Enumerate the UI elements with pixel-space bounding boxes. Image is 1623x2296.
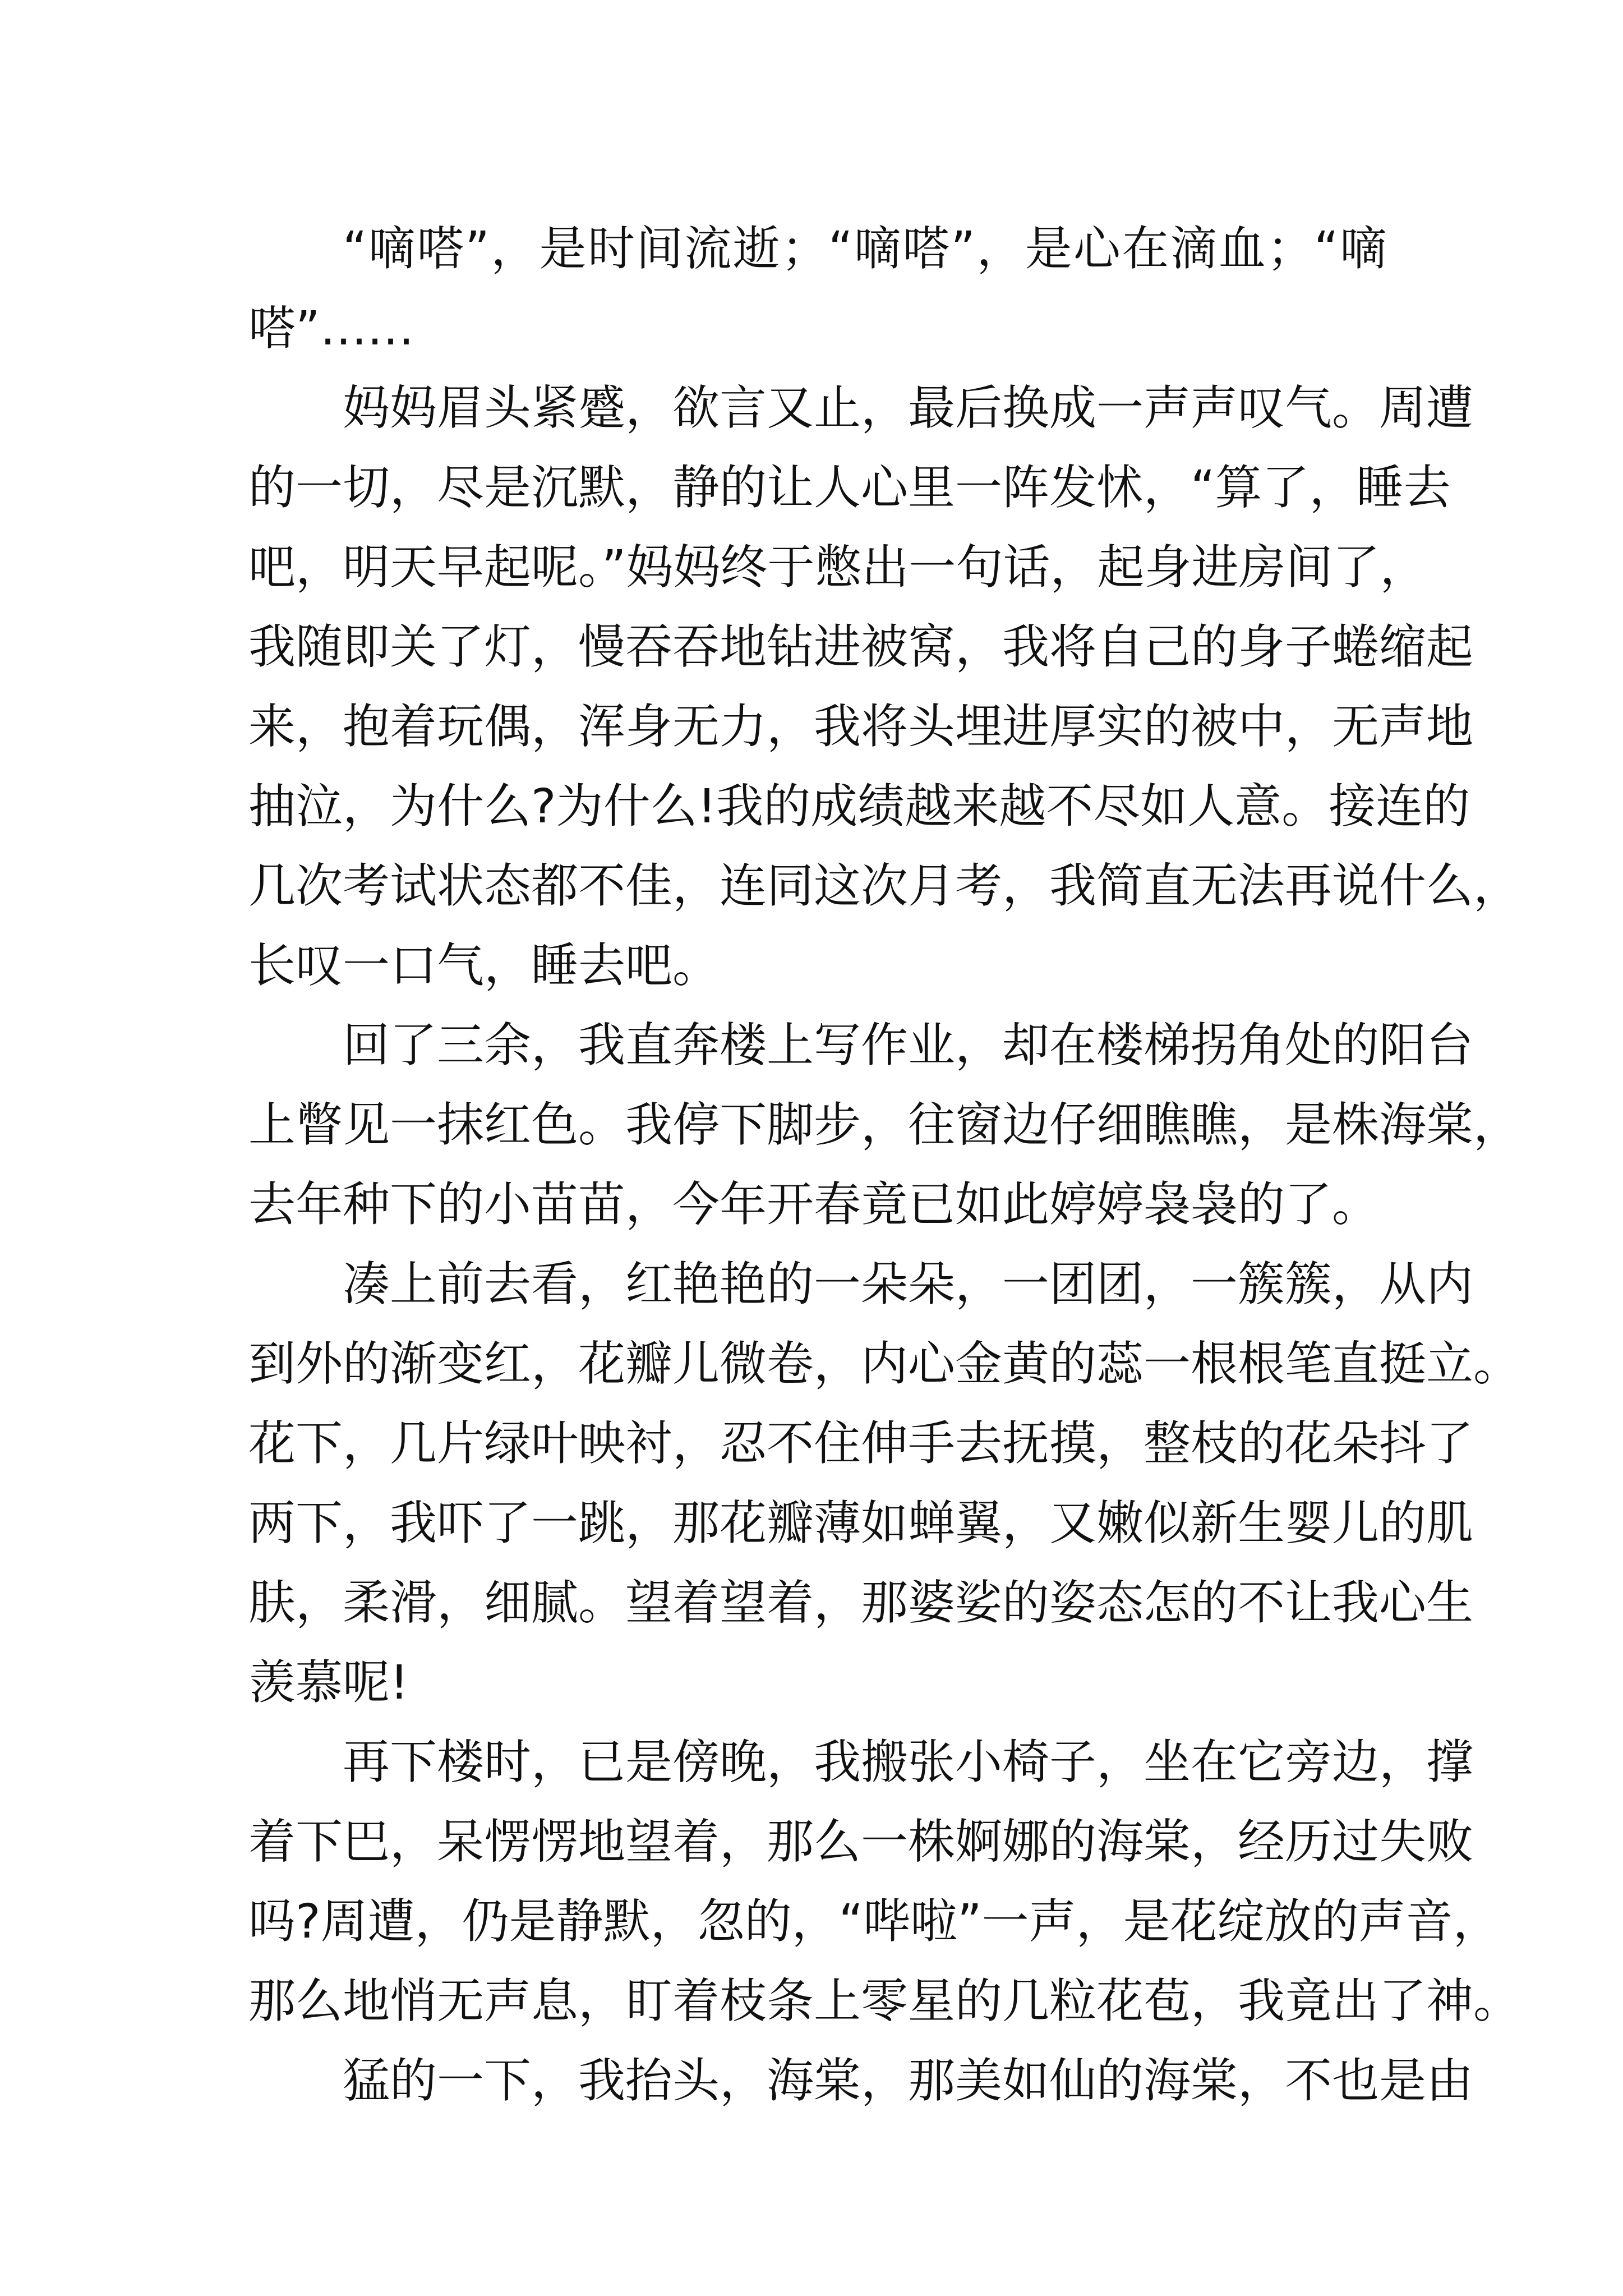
text-line: 吧，明天早起呢。”妈妈终于憋出一句话，起身进房间了， (248, 540, 1427, 595)
text-line: 回了三余，我直奔楼上写作业，却在楼梯拐角处的阳台 (343, 1018, 1474, 1073)
text-line: 猛的一下，我抬头，海棠，那美如仙的海棠，不也是由 (343, 2053, 1474, 2108)
text-line: 到外的渐变红，花瓣儿微卷，内心金黄的蕊一根根笔直挺立。 (248, 1336, 1521, 1391)
text-line: 再下楼时，已是傍晚，我搬张小椅子，坐在它旁边，撑 (343, 1734, 1474, 1789)
text-line: 凑上前去看，红艳艳的一朵朵，一团团，一簇簇，从内 (343, 1257, 1474, 1312)
text-line: 嗒”…… (248, 301, 414, 356)
text-line: 花下，几片绿叶映衬，忍不住伸手去抚摸，整枝的花朵抖了 (248, 1416, 1474, 1471)
text-line: 妈妈眉头紧蹙，欲言又止，最后换成一声声叹气。周遭 (343, 380, 1474, 435)
text-line: 抽泣，为什么?为什么!我的成绩越来越不尽如人意。接连的 (248, 779, 1470, 834)
text-line: 羡慕呢! (248, 1655, 409, 1710)
text-line: 着下巴，呆愣愣地望着，那么一株婀娜的海棠，经历过失败 (248, 1814, 1474, 1869)
text-line: 我随即关了灯，慢吞吞地钻进被窝，我将自己的身子蜷缩起 (248, 619, 1474, 674)
text-line: 肤，柔滑，细腻。望着望着，那婆娑的姿态怎的不让我心生 (248, 1575, 1474, 1630)
text-line: 上瞥见一抹红色。我停下脚步，往窗边仔细瞧瞧，是株海棠， (248, 1097, 1521, 1152)
text-line: 那么地悄无声息，盯着枝条上零星的几粒花苞，我竟出了神。 (248, 1973, 1521, 2028)
essay-body (248, 209, 1521, 2120)
text-line: 去年种下的小苗苗，今年开春竟已如此婷婷袅袅的了。 (248, 1177, 1380, 1232)
text-line: 的一切，尽是沉默，静的让人心里一阵发怵，“算了，睡去 (248, 460, 1451, 515)
text-line: 吗?周遭，仍是静默，忽的，“哔啦”一声，是花绽放的声音， (248, 1894, 1500, 1949)
text-line: 两下，我吓了一跳，那花瓣薄如蝉翼，又嫩似新生婴儿的肌 (248, 1496, 1474, 1550)
text-line: 来，抱着玩偶，浑身无力，我将头埋进厚实的被中，无声地 (248, 699, 1474, 754)
text-line: 几次考试状态都不佳，连同这次月考，我简直无法再说什么， (248, 858, 1521, 913)
text-line: “嘀嗒”，是时间流逝；“嘀嗒”，是心在滴血；“嘀 (343, 221, 1387, 276)
text-line: 长叹一口气，睡去吧。 (248, 938, 720, 993)
